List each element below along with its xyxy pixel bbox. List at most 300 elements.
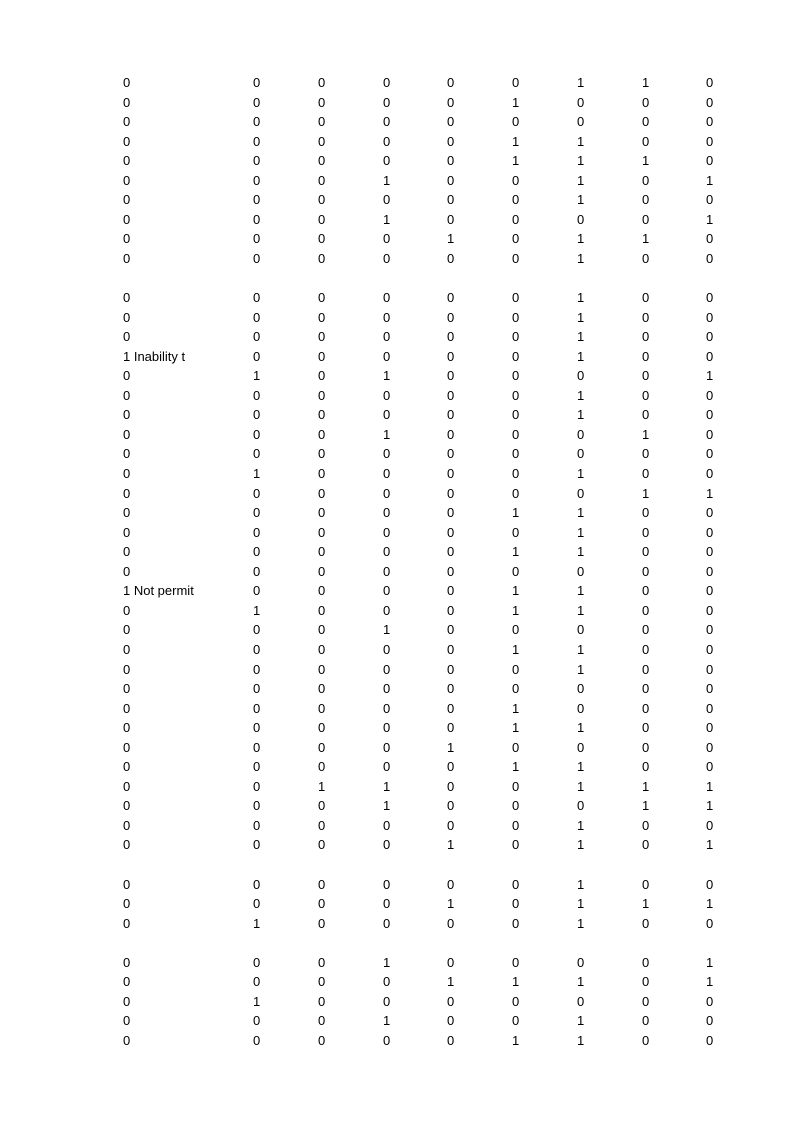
cell-value: 0 — [577, 741, 585, 755]
cell-value: 1 — [577, 232, 585, 246]
cell-value: 1 — [577, 135, 585, 149]
cell-label: 0 — [123, 897, 131, 911]
cell-value: 0 — [642, 702, 650, 716]
cell-value: 0 — [577, 956, 585, 970]
cell-value: 1 — [642, 232, 650, 246]
cell-value: 0 — [512, 350, 520, 364]
cell-value: 0 — [642, 252, 650, 266]
cell-value: 1 — [447, 975, 455, 989]
cell-value: 1 — [383, 1014, 391, 1028]
cell-value: 0 — [318, 623, 326, 637]
cell-value: 1 — [512, 506, 520, 520]
cell-value: 0 — [318, 526, 326, 540]
cell-value: 0 — [512, 408, 520, 422]
cell-value: 0 — [706, 330, 714, 344]
cell-value: 1 — [642, 780, 650, 794]
cell-value: 1 — [706, 780, 714, 794]
cell-label: 0 — [123, 604, 131, 618]
cell-value: 0 — [383, 291, 391, 305]
cell-value: 0 — [512, 917, 520, 931]
cell-value: 0 — [577, 447, 585, 461]
cell-value: 0 — [253, 232, 261, 246]
cell-value: 1 — [706, 956, 714, 970]
cell-value: 0 — [512, 897, 520, 911]
cell-value: 0 — [706, 995, 714, 1009]
cell-value: 0 — [253, 721, 261, 735]
cell-value: 0 — [318, 311, 326, 325]
cell-value: 0 — [253, 741, 261, 755]
cell-value: 0 — [642, 135, 650, 149]
cell-value: 1 — [577, 975, 585, 989]
cell-value: 0 — [706, 96, 714, 110]
cell-label: 0 — [123, 467, 131, 481]
cell-value: 1 — [512, 604, 520, 618]
cell-value: 1 — [318, 780, 326, 794]
cell-label: 0 — [123, 487, 131, 501]
cell-value: 0 — [318, 643, 326, 657]
cell-label: 0 — [123, 174, 131, 188]
cell-value: 0 — [383, 232, 391, 246]
cell-value: 0 — [383, 487, 391, 501]
cell-value: 1 — [577, 252, 585, 266]
cell-value: 0 — [642, 174, 650, 188]
cell-value: 0 — [706, 819, 714, 833]
cell-label: 0 — [123, 96, 131, 110]
cell-value: 0 — [706, 408, 714, 422]
cell-value: 0 — [706, 467, 714, 481]
cell-value: 0 — [447, 819, 455, 833]
cell-value: 0 — [253, 623, 261, 637]
cell-value: 0 — [706, 741, 714, 755]
cell-value: 0 — [447, 76, 455, 90]
cell-value: 0 — [383, 545, 391, 559]
cell-value: 0 — [253, 330, 261, 344]
cell-value: 0 — [253, 584, 261, 598]
cell-value: 0 — [447, 545, 455, 559]
cell-value: 0 — [447, 389, 455, 403]
cell-value: 0 — [447, 663, 455, 677]
cell-value: 0 — [706, 623, 714, 637]
cell-value: 1 — [383, 369, 391, 383]
cell-value: 0 — [318, 467, 326, 481]
cell-value: 0 — [253, 780, 261, 794]
cell-value: 0 — [318, 760, 326, 774]
cell-value: 1 — [577, 584, 585, 598]
cell-value: 0 — [706, 193, 714, 207]
cell-value: 0 — [642, 96, 650, 110]
cell-value: 0 — [318, 369, 326, 383]
cell-value: 1 — [447, 838, 455, 852]
cell-value: 0 — [512, 682, 520, 696]
cell-value: 0 — [706, 1014, 714, 1028]
cell-value: 1 — [253, 604, 261, 618]
cell-value: 0 — [512, 193, 520, 207]
cell-value: 0 — [642, 545, 650, 559]
cell-value: 0 — [318, 584, 326, 598]
cell-value: 0 — [253, 545, 261, 559]
cell-value: 0 — [383, 252, 391, 266]
cell-value: 0 — [383, 917, 391, 931]
cell-value: 0 — [318, 975, 326, 989]
cell-value: 0 — [512, 213, 520, 227]
cell-value: 0 — [642, 721, 650, 735]
cell-value: 0 — [383, 663, 391, 677]
cell-value: 1 — [642, 487, 650, 501]
cell-value: 0 — [253, 956, 261, 970]
cell-value: 1 — [577, 721, 585, 735]
cell-value: 0 — [447, 369, 455, 383]
cell-value: 0 — [577, 213, 585, 227]
cell-value: 0 — [383, 154, 391, 168]
cell-value: 0 — [642, 584, 650, 598]
cell-label: 0 — [123, 115, 131, 129]
cell-value: 0 — [318, 447, 326, 461]
cell-value: 1 — [577, 311, 585, 325]
cell-value: 0 — [512, 330, 520, 344]
cell-value: 1 — [577, 663, 585, 677]
cell-value: 1 — [577, 838, 585, 852]
cell-value: 0 — [383, 408, 391, 422]
cell-value: 1 — [577, 291, 585, 305]
cell-value: 0 — [577, 115, 585, 129]
cell-value: 1 — [577, 643, 585, 657]
cell-value: 0 — [706, 311, 714, 325]
cell-value: 0 — [512, 115, 520, 129]
cell-label: 0 — [123, 780, 131, 794]
cell-value: 0 — [253, 663, 261, 677]
cell-value: 0 — [642, 741, 650, 755]
cell-value: 1 — [577, 897, 585, 911]
cell-value: 0 — [253, 408, 261, 422]
cell-value: 0 — [383, 682, 391, 696]
cell-value: 1 — [512, 584, 520, 598]
cell-value: 1 — [577, 389, 585, 403]
cell-value: 0 — [642, 819, 650, 833]
cell-value: 0 — [447, 428, 455, 442]
cell-value: 0 — [447, 1014, 455, 1028]
cell-value: 1 — [383, 428, 391, 442]
cell-label: 0 — [123, 135, 131, 149]
cell-label: 0 — [123, 975, 131, 989]
cell-value: 0 — [642, 291, 650, 305]
cell-value: 0 — [318, 838, 326, 852]
cell-value: 1 — [577, 467, 585, 481]
cell-value: 0 — [383, 819, 391, 833]
cell-value: 0 — [318, 956, 326, 970]
cell-value: 0 — [253, 819, 261, 833]
cell-value: 1 — [253, 467, 261, 481]
cell-value: 1 — [577, 1034, 585, 1048]
cell-value: 0 — [447, 330, 455, 344]
cell-value: 0 — [318, 213, 326, 227]
cell-value: 0 — [447, 447, 455, 461]
cell-value: 0 — [318, 506, 326, 520]
cell-value: 1 — [577, 154, 585, 168]
cell-value: 0 — [512, 369, 520, 383]
cell-label: 0 — [123, 917, 131, 931]
cell-value: 0 — [642, 408, 650, 422]
cell-value: 0 — [253, 389, 261, 403]
cell-value: 1 — [577, 526, 585, 540]
cell-value: 0 — [253, 213, 261, 227]
cell-value: 1 — [512, 1034, 520, 1048]
cell-value: 0 — [447, 565, 455, 579]
cell-value: 0 — [318, 799, 326, 813]
cell-value: 0 — [577, 565, 585, 579]
cell-value: 0 — [318, 252, 326, 266]
cell-value: 0 — [253, 702, 261, 716]
cell-value: 1 — [642, 897, 650, 911]
cell-value: 0 — [706, 232, 714, 246]
cell-value: 0 — [706, 135, 714, 149]
cell-value: 0 — [447, 917, 455, 931]
cell-value: 1 — [383, 780, 391, 794]
cell-value: 0 — [706, 663, 714, 677]
cell-value: 0 — [253, 76, 261, 90]
cell-value: 0 — [383, 838, 391, 852]
cell-value: 0 — [512, 838, 520, 852]
cell-value: 1 — [577, 350, 585, 364]
cell-label: 0 — [123, 506, 131, 520]
cell-value: 1 — [383, 956, 391, 970]
cell-value: 0 — [706, 643, 714, 657]
cell-value: 0 — [642, 604, 650, 618]
cell-value: 0 — [447, 193, 455, 207]
cell-value: 0 — [383, 975, 391, 989]
cell-label: 0 — [123, 291, 131, 305]
cell-value: 0 — [383, 76, 391, 90]
cell-label: 0 — [123, 819, 131, 833]
cell-value: 0 — [706, 526, 714, 540]
cell-value: 1 — [512, 702, 520, 716]
cell-value: 0 — [577, 487, 585, 501]
cell-value: 0 — [642, 623, 650, 637]
cell-value: 0 — [318, 389, 326, 403]
cell-value: 0 — [253, 838, 261, 852]
cell-value: 1 — [706, 174, 714, 188]
cell-value: 1 — [512, 643, 520, 657]
cell-value: 0 — [706, 584, 714, 598]
cell-value: 0 — [253, 135, 261, 149]
cell-value: 1 — [577, 760, 585, 774]
cell-value: 0 — [642, 350, 650, 364]
cell-label: 0 — [123, 311, 131, 325]
cell-value: 1 — [383, 799, 391, 813]
cell-value: 0 — [577, 623, 585, 637]
cell-value: 0 — [512, 741, 520, 755]
cell-value: 0 — [253, 506, 261, 520]
cell-label: 0 — [123, 193, 131, 207]
cell-value: 0 — [253, 96, 261, 110]
cell-value: 0 — [642, 213, 650, 227]
cell-label: 0 — [123, 760, 131, 774]
cell-label: 0 — [123, 956, 131, 970]
cell-value: 0 — [383, 702, 391, 716]
cell-value: 0 — [706, 760, 714, 774]
cell-value: 0 — [318, 350, 326, 364]
cell-value: 0 — [447, 702, 455, 716]
cell-value: 0 — [706, 350, 714, 364]
cell-value: 1 — [577, 193, 585, 207]
cell-value: 0 — [706, 604, 714, 618]
cell-value: 0 — [318, 663, 326, 677]
cell-value: 1 — [706, 369, 714, 383]
cell-value: 1 — [512, 96, 520, 110]
cell-value: 0 — [706, 878, 714, 892]
cell-value: 0 — [318, 1014, 326, 1028]
cell-value: 0 — [577, 682, 585, 696]
cell-value: 0 — [642, 663, 650, 677]
cell-value: 0 — [447, 487, 455, 501]
cell-value: 0 — [383, 721, 391, 735]
cell-value: 1 — [577, 506, 585, 520]
cell-value: 1 — [512, 545, 520, 559]
cell-value: 0 — [512, 995, 520, 1009]
cell-label: 0 — [123, 1034, 131, 1048]
cell-value: 1 — [577, 408, 585, 422]
cell-label: 0 — [123, 702, 131, 716]
cell-value: 0 — [383, 741, 391, 755]
cell-value: 0 — [318, 545, 326, 559]
cell-value: 0 — [447, 526, 455, 540]
cell-value: 0 — [447, 1034, 455, 1048]
cell-value: 0 — [706, 252, 714, 266]
cell-value: 0 — [447, 174, 455, 188]
cell-value: 0 — [447, 760, 455, 774]
cell-value: 0 — [318, 408, 326, 422]
cell-value: 1 — [577, 76, 585, 90]
cell-value: 0 — [383, 467, 391, 481]
cell-value: 0 — [642, 565, 650, 579]
cell-value: 0 — [706, 428, 714, 442]
cell-label: 0 — [123, 878, 131, 892]
cell-value: 1 — [706, 975, 714, 989]
cell-value: 0 — [253, 447, 261, 461]
cell-value: 0 — [383, 350, 391, 364]
cell-value: 0 — [253, 350, 261, 364]
cell-value: 0 — [706, 565, 714, 579]
cell-value: 0 — [383, 389, 391, 403]
cell-value: 1 — [577, 330, 585, 344]
cell-value: 0 — [512, 799, 520, 813]
cell-value: 0 — [253, 1014, 261, 1028]
cell-value: 0 — [383, 878, 391, 892]
cell-value: 0 — [642, 467, 650, 481]
cell-value: 0 — [706, 702, 714, 716]
cell-value: 0 — [577, 799, 585, 813]
cell-label: 1 Inability t — [123, 350, 186, 364]
cell-value: 0 — [447, 643, 455, 657]
cell-value: 0 — [447, 623, 455, 637]
cell-value: 1 — [642, 154, 650, 168]
cell-value: 0 — [447, 799, 455, 813]
cell-value: 1 — [577, 780, 585, 794]
cell-value: 1 — [577, 174, 585, 188]
cell-value: 0 — [447, 350, 455, 364]
cell-value: 0 — [253, 291, 261, 305]
cell-value: 0 — [447, 682, 455, 696]
cell-label: 0 — [123, 213, 131, 227]
cell-value: 0 — [253, 252, 261, 266]
cell-value: 0 — [706, 1034, 714, 1048]
cell-value: 0 — [318, 702, 326, 716]
cell-value: 0 — [512, 1014, 520, 1028]
cell-value: 0 — [706, 506, 714, 520]
cell-value: 0 — [383, 135, 391, 149]
cell-value: 1 — [577, 1014, 585, 1028]
cell-value: 0 — [383, 565, 391, 579]
cell-value: 0 — [253, 799, 261, 813]
cell-label: 0 — [123, 232, 131, 246]
cell-value: 0 — [318, 487, 326, 501]
cell-value: 0 — [577, 428, 585, 442]
cell-value: 0 — [512, 232, 520, 246]
cell-value: 1 — [577, 545, 585, 559]
cell-label: 0 — [123, 565, 131, 579]
cell-value: 0 — [318, 819, 326, 833]
cell-value: 0 — [253, 643, 261, 657]
cell-value: 1 — [512, 975, 520, 989]
cell-value: 0 — [577, 995, 585, 1009]
cell-value: 1 — [706, 213, 714, 227]
cell-value: 0 — [512, 819, 520, 833]
cell-value: 0 — [642, 1014, 650, 1028]
cell-value: 0 — [642, 760, 650, 774]
cell-value: 1 — [512, 760, 520, 774]
cell-label: 0 — [123, 76, 131, 90]
cell-value: 0 — [447, 135, 455, 149]
cell-value: 0 — [706, 917, 714, 931]
cell-value: 0 — [447, 291, 455, 305]
cell-value: 0 — [383, 506, 391, 520]
cell-value: 0 — [706, 682, 714, 696]
cell-label: 0 — [123, 623, 131, 637]
cell-value: 0 — [512, 428, 520, 442]
cell-label: 0 — [123, 408, 131, 422]
cell-value: 0 — [318, 565, 326, 579]
cell-label: 0 — [123, 721, 131, 735]
cell-value: 0 — [642, 838, 650, 852]
cell-value: 0 — [447, 115, 455, 129]
cell-value: 0 — [318, 291, 326, 305]
cell-label: 0 — [123, 643, 131, 657]
cell-value: 1 — [512, 154, 520, 168]
cell-value: 0 — [642, 311, 650, 325]
cell-value: 0 — [253, 526, 261, 540]
cell-label: 1 Not permit — [123, 584, 194, 598]
cell-value: 0 — [706, 447, 714, 461]
cell-value: 0 — [318, 232, 326, 246]
cell-value: 0 — [512, 252, 520, 266]
cell-value: 0 — [318, 174, 326, 188]
cell-value: 1 — [706, 897, 714, 911]
cell-value: 0 — [383, 311, 391, 325]
cell-value: 1 — [706, 799, 714, 813]
cell-value: 0 — [447, 780, 455, 794]
cell-value: 0 — [318, 995, 326, 1009]
cell-value: 0 — [447, 252, 455, 266]
cell-value: 0 — [253, 565, 261, 579]
cell-value: 0 — [706, 115, 714, 129]
cell-value: 0 — [447, 213, 455, 227]
cell-value: 0 — [447, 506, 455, 520]
cell-value: 1 — [383, 174, 391, 188]
cell-value: 1 — [512, 135, 520, 149]
cell-value: 0 — [383, 995, 391, 1009]
cell-value: 0 — [253, 193, 261, 207]
cell-value: 0 — [253, 428, 261, 442]
cell-value: 0 — [577, 96, 585, 110]
